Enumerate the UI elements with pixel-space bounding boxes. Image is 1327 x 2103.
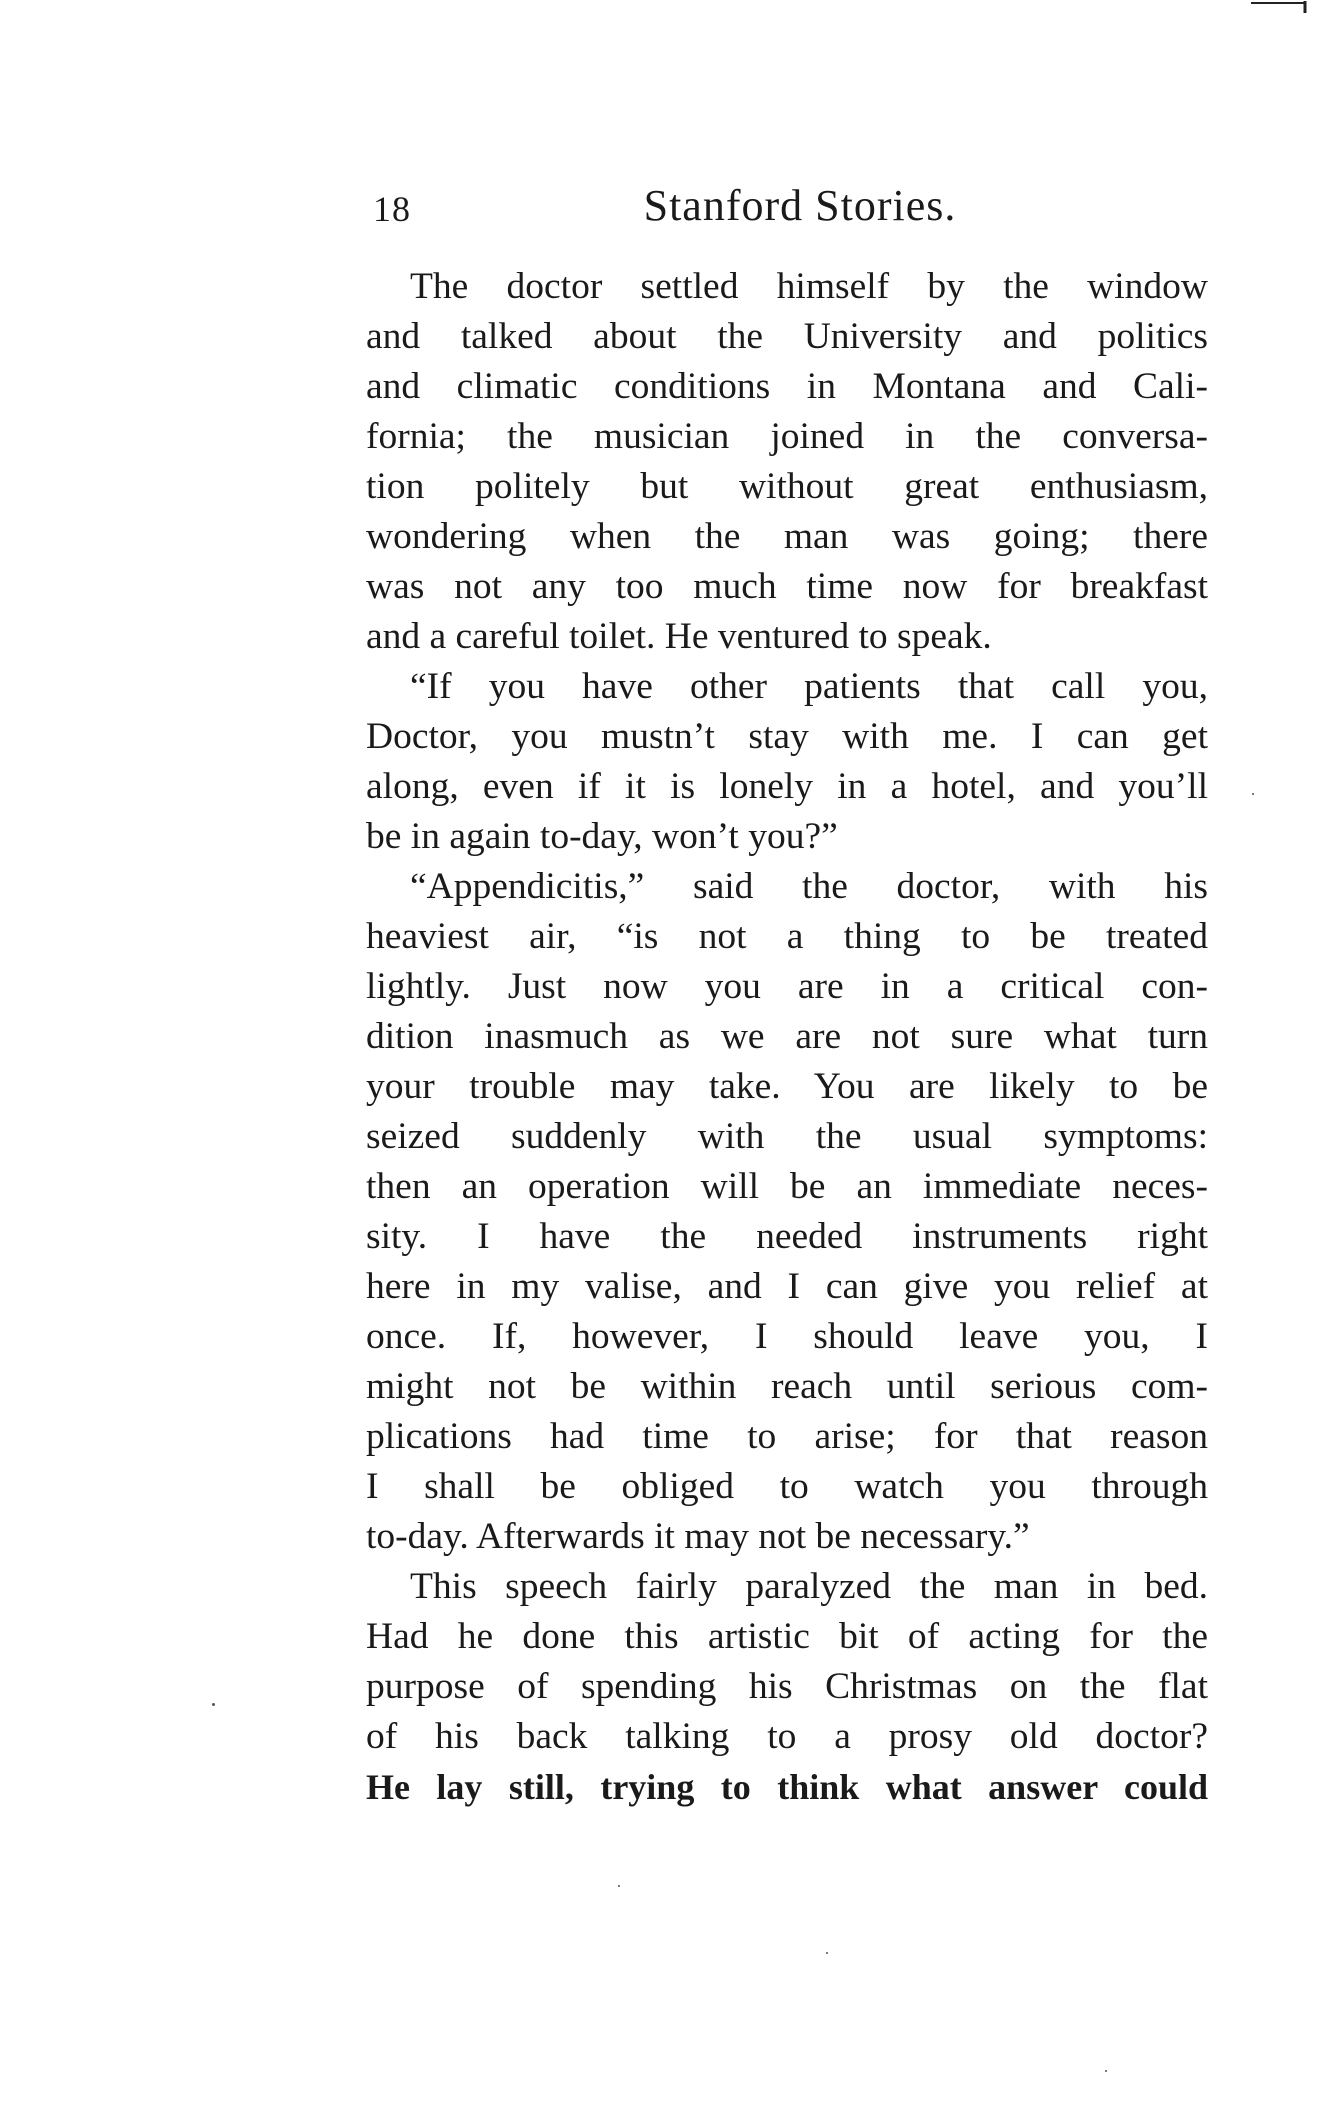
paper-speck [618,1885,620,1887]
text-line: then an operation will be an immediate neces- [366,1166,1208,1207]
text-line: This speech fairly paralyzed the man in bed. [410,1566,1208,1607]
text-line: dition inasmuch as we are not sure what turn [366,1016,1208,1057]
text-line: I shall be obliged to watch you through [366,1466,1208,1507]
text-line: along, even if it is lonely in a hotel, and you’ll [366,766,1208,807]
page-number: 18 [373,189,411,229]
running-head [365,180,1215,240]
text-line: Had he done this artistic bit of acting for the [366,1616,1208,1657]
paper-speck [1252,793,1254,795]
text-line: be in again to-day, won’t you?” [366,816,838,857]
body-text [366,262,1208,1812]
text-line: purpose of spending his Christmas on the flat [366,1666,1208,1707]
text-line: might not be within reach until serious com- [366,1366,1208,1407]
text-line: was not any too much time now for breakfast [366,566,1208,607]
text-line: and a careful toilet. He ventured to speak. [366,616,992,657]
text-line: here in my valise, and I can give you relief at [366,1266,1208,1307]
text-line: once. If, however, I should leave you, I [366,1316,1208,1357]
corner-fold-mark-icon [1251,0,1309,14]
text-line: Doctor, you mustn’t stay with me. I can get [366,716,1208,757]
text-line: tion politely but without great enthusiasm, [366,466,1208,507]
text-line: of his back talking to a prosy old doctor? [366,1716,1208,1757]
paper-speck [212,1703,215,1706]
text-line: heaviest air, “is not a thing to be treated [366,916,1208,957]
text-line: lightly. Just now you are in a critical con- [366,966,1208,1007]
text-line: your trouble may take. You are likely to be [366,1066,1208,1107]
text-line: wondering when the man was going; there [366,516,1208,557]
paper-speck [1105,2070,1107,2072]
text-line: He lay still, trying to think what answer could [366,1767,1208,1807]
text-line: “If you have other patients that call you, [410,666,1208,707]
text-line: to-day. Afterwards it may not be necessary.” [366,1516,1030,1557]
text-line: The doctor settled himself by the window [410,266,1208,307]
text-line: and climatic conditions in Montana and Cali- [366,366,1208,407]
paper-speck [826,1952,828,1954]
text-line: plications had time to arise; for that reason [366,1416,1208,1457]
text-line: “Appendicitis,” said the doctor, with his [410,866,1208,907]
text-line: sity. I have the needed instruments right [366,1216,1208,1257]
book-title: Stanford Stories. [643,181,957,230]
text-line: fornia; the musician joined in the conversa- [366,416,1208,457]
text-line: and talked about the University and politics [366,316,1208,357]
text-line: seized suddenly with the usual symptoms: [366,1116,1208,1157]
